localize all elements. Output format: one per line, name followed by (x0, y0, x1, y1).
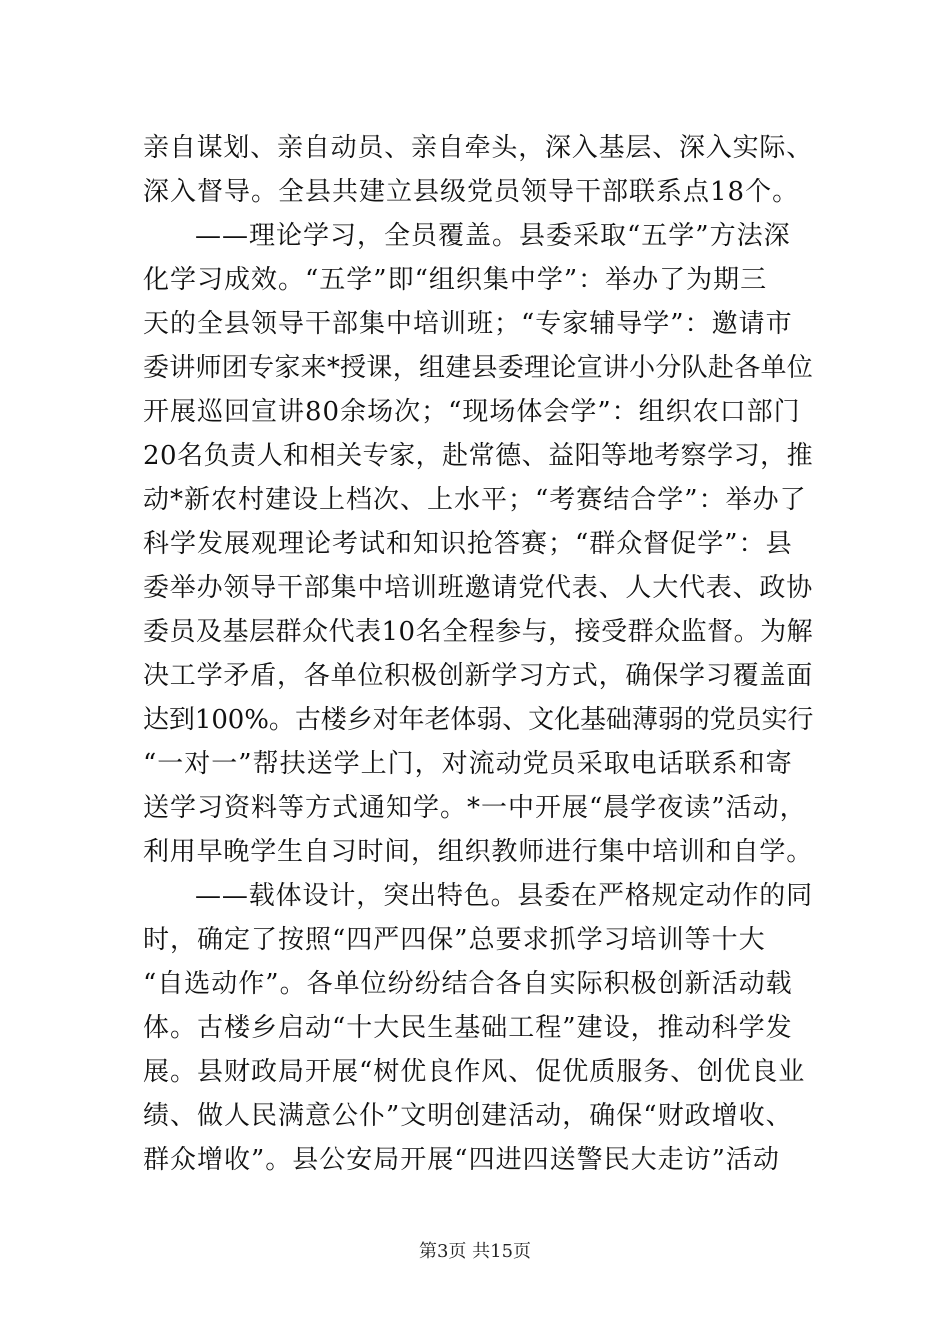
paragraph-start-line: ——载体设计，突出特色。县委在严格规定动作的同 (195, 881, 814, 911)
text-line: 20名负责人和相关专家，赴常德、益阳等地考察学习，推 (143, 441, 814, 471)
text-line: “自选动作”。各单位纷纷结合各自实际积极创新活动载 (143, 969, 793, 999)
text-line: 群众增收”。县公安局开展“四进四送警民大走访”活动 (143, 1145, 780, 1175)
text-line: 委举办领导干部集中培训班邀请党代表、人大代表、政协 (143, 573, 814, 603)
text-line: 科学发展观理论考试和知识抢答赛；“群众督促学”：县 (143, 529, 793, 559)
text-line: 化学习成效。“五学”即“组织集中学”：举办了为期三 (143, 265, 768, 295)
text-line: “一对一”帮扶送学上门，对流动党员采取电话联系和寄 (143, 749, 793, 779)
text-line: 决工学矛盾，各单位积极创新学习方式，确保学习覆盖面 (143, 661, 814, 691)
text-line: 亲自谋划、亲自动员、亲自牵头，深入基层、深入实际、 (143, 133, 814, 163)
text-line: 展。县财政局开展“树优良作风、促优质服务、创优良业 (143, 1057, 806, 1087)
text-line: 开展巡回宣讲80余场次；“现场体会学”：组织农口部门 (143, 397, 801, 427)
text-line: 体。古楼乡启动“十大民生基础工程”建设，推动科学发 (143, 1013, 793, 1043)
text-line: 委讲师团专家来*授课，组建县委理论宣讲小分队赴各单位 (143, 353, 814, 383)
text-line: 利用早晚学生自习时间，组织教师进行集中培训和自学。 (143, 837, 814, 867)
page-number-footer: 第3页 共15页 (418, 1241, 532, 1262)
text-line: 时，确定了按照“四严四保”总要求抓学习培训等十大 (143, 925, 766, 955)
paragraph-start-line: ——理论学习，全员覆盖。县委采取“五学”方法深 (195, 221, 791, 251)
text-line: 天的全县领导干部集中培训班；“专家辅导学”：邀请市 (143, 309, 793, 339)
text-line: 动*新农村建设上档次、上水平；“考赛结合学”：举办了 (143, 485, 807, 515)
text-line: 委员及基层群众代表10名全程参与，接受群众监督。为解 (143, 617, 814, 647)
text-line: 绩、做人民满意公仆”文明创建活动，确保“财政增收、 (143, 1101, 793, 1131)
text-line: 深入督导。全县共建立县级党员领导干部联系点18个。 (143, 177, 800, 207)
text-line: 达到100%。古楼乡对年老体弱、文化基础薄弱的党员实行 (143, 705, 814, 735)
text-line: 送学习资料等方式通知学。*一中开展“晨学夜读”活动， (143, 793, 807, 823)
